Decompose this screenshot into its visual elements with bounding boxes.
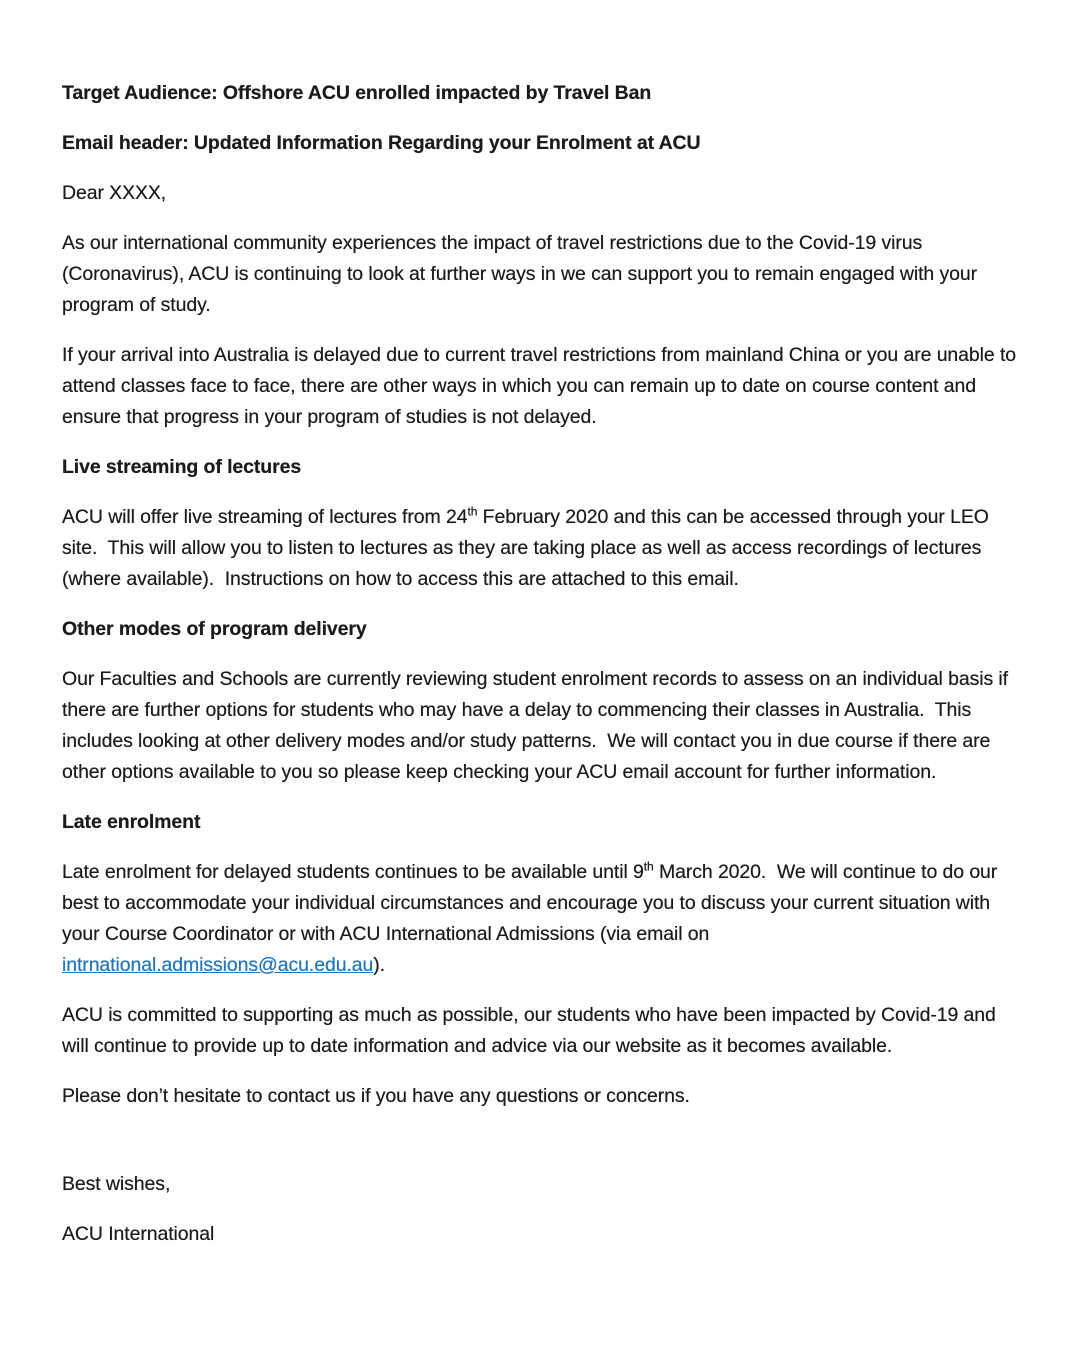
paragraph-intro: As our international community experiences the impact of travel restrictions due to the Covid-19 virus (Coronavirus), ACU is continuing to look at further ways in we can support you to remain engaged with your program of study. — [62, 232, 983, 316]
paragraph-other-modes: Our Faculties and Schools are currently reviewing student enrolment records to assess on an individual basis if there are further options for students who may have a delay to commencing their classes in Australia. This includes looking at other delivery modes and/or study patterns. We will contact you in due course if there are other options available to you so please keep checking your ACU email account for further information. — [62, 668, 1014, 783]
late-enrolment-text-2: March 2020. We will continue to do our best to accommodate your individual circumstances and encourage you to discuss your current situation with your Course Coordinator or with ACU International Admissions (via email on — [62, 861, 1003, 945]
late-enrolment-text-1: Late enrolment for delayed students continues to be available until 9 — [62, 861, 644, 883]
heading-live-streaming: Live streaming of lectures — [62, 456, 302, 478]
paragraph-closing: Please don’t hesitate to contact us if you have any questions or concerns. — [62, 1085, 690, 1107]
ordinal-superscript: th — [467, 504, 478, 519]
heading-other-modes: Other modes of program delivery — [62, 618, 367, 640]
signature-line: ACU International — [62, 1223, 215, 1245]
target-audience-line: Target Audience: Offshore ACU enrolled impacted by Travel Ban — [62, 82, 652, 104]
ordinal-superscript: th — [643, 859, 654, 874]
late-enrolment-text-3: ). — [373, 954, 385, 976]
paragraph-late-enrolment — [62, 857, 1024, 981]
paragraph-arrival: If your arrival into Australia is delayed due to current travel restrictions from mainland China or you are unable to attend classes face to face, there are other ways in which you can remain up to date on course content and ensure that progress in your program of studies is not delayed. — [62, 344, 1022, 428]
signature-gap — [62, 1131, 1024, 1169]
live-streaming-text-1: ACU will offer live streaming of lectures from 24 — [62, 506, 468, 528]
signoff: Best wishes, — [62, 1173, 171, 1195]
paragraph-live-streaming — [62, 502, 1024, 595]
live-streaming-text-2: February 2020 and this can be accessed through your LEO site. This will allow you to listen to lectures as they are taking place as well as access recordings of lectures (where available). Instructions on how to access this are attached to this email. — [62, 506, 995, 590]
paragraph-commitment: ACU is committed to supporting as much as possible, our students who have been impacted by Covid-19 and will continue to provide up to date information and advice via our website as it becomes available. — [62, 1004, 1002, 1057]
salutation: Dear XXXX, — [62, 182, 167, 204]
admissions-email-link[interactable]: intrnational.admissions@acu.edu.au — [62, 954, 374, 976]
heading-late-enrolment: Late enrolment — [62, 811, 201, 833]
email-header-line: Email header: Updated Information Regarding your Enrolment at ACU — [62, 132, 701, 154]
